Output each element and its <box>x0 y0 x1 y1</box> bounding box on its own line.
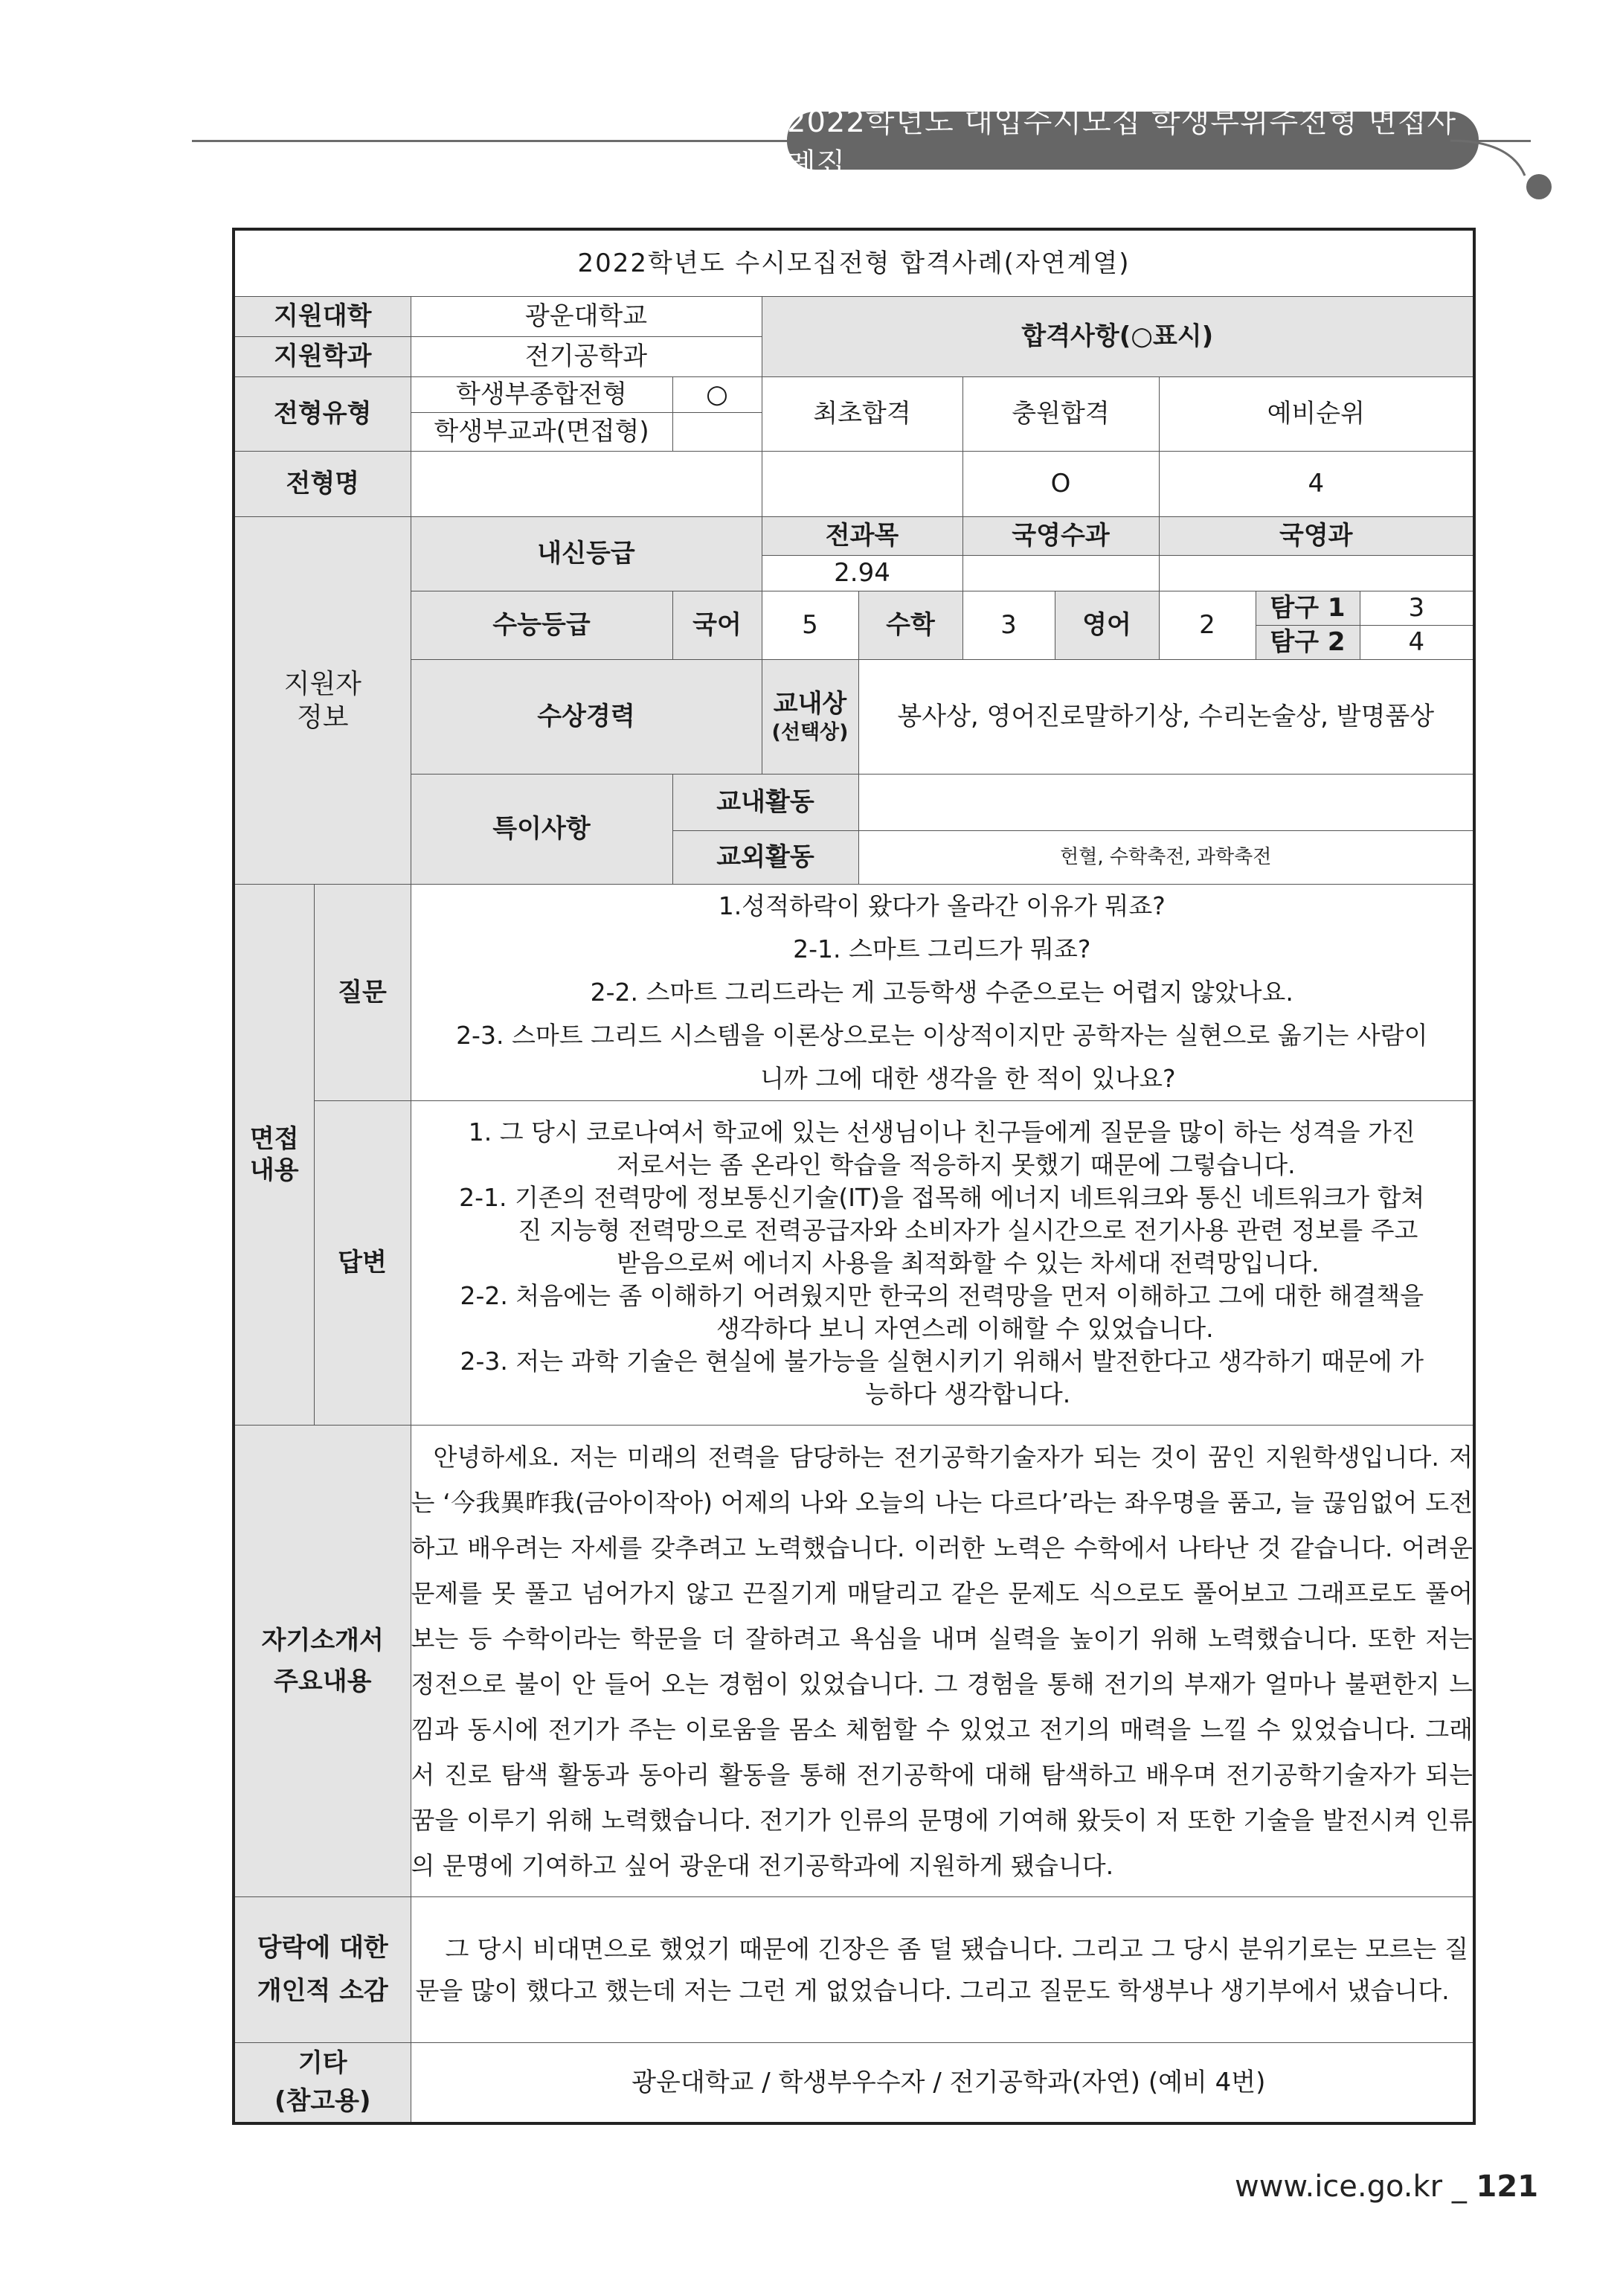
gpa-val-kems <box>962 556 1159 591</box>
applicant-info-label: 지원자 정보 <box>234 517 411 885</box>
result-col-first: 최초합격 <box>762 377 962 452</box>
footer-site: www.ice.go.kr _ <box>1235 2170 1476 2204</box>
gpa-col-kes: 국영과 <box>1159 517 1474 556</box>
answer-line: 2-1. 기존의 전력망에 정보통신기술(IT)을 접목해 에너지 네트워크와 통신 네트워크가 합쳐 <box>459 1182 1425 1212</box>
inquiry2-label: 탐구 2 <box>1256 626 1360 660</box>
answers-cell <box>411 1101 1474 1426</box>
etc-label: 기타 (참고용) <box>234 2043 411 2123</box>
math-label: 수학 <box>858 591 962 660</box>
answer-line: 저로서는 좀 온라인 학습을 적응하지 못했기 때문에 그렇습니다. <box>616 1149 1296 1179</box>
result-val-wait: 4 <box>1159 452 1474 517</box>
question-line: 2-2. 스마트 그리드라는 게 고등학생 수준으로는 어렵지 않았나요. <box>590 978 1293 1007</box>
type1-mark: ○ <box>672 377 762 413</box>
answer-line: 2-2. 처음에는 좀 이해하기 어려웠지만 한국의 전력망을 먼저 이해하고 그에 대한 해결책을 <box>460 1280 1424 1310</box>
etc-text: 광운대학교 / 학생부우수자 / 전기공학과(자연) (예비 4번) <box>411 2043 1474 2123</box>
awards-sub-note: (선택상) <box>771 720 849 744</box>
inquiry1-label: 탐구 1 <box>1256 591 1360 626</box>
gpa-col-kems: 국영수과 <box>962 517 1159 556</box>
page-number: 121 <box>1476 2170 1539 2204</box>
result-val-extra: O <box>962 452 1159 517</box>
korean-grade: 5 <box>762 591 858 660</box>
awards-sub-label <box>762 660 858 775</box>
awards-sub-title: 교내상 <box>773 689 847 719</box>
admission-name <box>411 452 762 517</box>
type1: 학생부종합전형 <box>411 377 672 413</box>
doc-title: 2022학년도 수시모집전형 합격사례(자연계열) <box>234 229 1474 297</box>
gpa-val-kes <box>1159 556 1474 591</box>
question-line: 1.성적하락이 왔다가 올라간 이유가 뭐죠? <box>718 891 1166 920</box>
question-line: 니까 그에 대한 생각을 한 적이 있나요? <box>759 1064 1176 1093</box>
impression-label: 당락에 대한 개인적 소감 <box>234 1897 411 2043</box>
korean-label: 국어 <box>672 591 762 660</box>
type2: 학생부교과(면접형) <box>411 413 672 452</box>
result-col-wait: 예비순위 <box>1159 377 1474 452</box>
intro-text: 안녕하세요. 저는 미래의 전력을 담당하는 전기공학기술자가 되는 것이 꿈인 지원학생입니다. 저는 ‘今我異昨我(금아이작아) 어제의 나와 오늘의 나는 다르다’라는 좌우명을 품고, 늘 끊임없어 도전하고 배우려는 자세를 갖추려고 노력했습니다. 이러한 노력은 수학에서 나타난 것 같습니다. 어려운 문제를 못 풀고 넘어가지 않고 끈질기게 매달리고 같은 문제도 식으로도 풀어보고 그래프로도 풀어보는 등 수학이라는 학문을 더 잘하려고 욕심을 내며 실력을 높이기 위해 노력했습니다. 또한 저는 정전으로 불이 안 들어 오는 경험이 있었습니다. 그 경험을 통해 전기의 부재가 얼마나 불편한지 느낌과 동시에 전기가 주는 이로움을 몸소 체험할 수 있었고 전기의 매력을 느낄 수 있었습니다. 그래서 진로 탐색 활동과 동아리 활동을 통해 전기공학에 대해 탐색하고 배우며 전기공학기술자가 되는 꿈을 이루기 위해 노력했습니다. 전기가 인류의 문명에 기여해 왔듯이 저 또한 기술을 발전시켜 인류의 문명에 기여하고 싶어 광운대 전기공학과에 지원하게 됐습니다. <box>411 1442 1473 1880</box>
in-school-activities <box>858 775 1474 831</box>
answer-line: 생각하다 보니 자연스레 이해할 수 있었습니다. <box>716 1313 1214 1343</box>
special-label: 특이사항 <box>411 775 672 885</box>
math-grade: 3 <box>962 591 1055 660</box>
inquiry1-grade: 3 <box>1360 591 1474 626</box>
interview-label: 면접 내용 <box>234 885 314 1426</box>
applied-dept: 전기공학과 <box>411 337 762 377</box>
answer-line: 1. 그 당시 코로나여서 학교에 있는 선생님이나 친구들에게 질문을 많이 하는 성격을 가진 <box>468 1117 1415 1147</box>
impression-text: 그 당시 비대면으로 했었기 때문에 긴장은 좀 덜 됐습니다. 그리고 그 당시 분위기로는 모르는 질문을 많이 했다고 했는데 저는 그런 게 없었습니다. 그리고 질문도 학생부나 생기부에서 냈습니다. <box>415 1934 1469 2005</box>
admission-case-table <box>232 228 1476 2125</box>
intro-label: 자기소개서 주요내용 <box>234 1426 411 1897</box>
answer-label: 답변 <box>314 1101 411 1426</box>
answer-line: 능하다 생각합니다. <box>865 1379 1071 1408</box>
admission-name-label: 전형명 <box>234 452 411 517</box>
question-label: 질문 <box>314 885 411 1101</box>
header-title: 2022학년도 대입수시모집 학생부위주전형 면접사례집 <box>787 112 1479 170</box>
in-school-label: 교내활동 <box>672 775 858 831</box>
applied-dept-label: 지원학과 <box>234 337 411 377</box>
result-val-first <box>762 452 962 517</box>
impression-cell <box>411 1897 1474 2043</box>
page-footer <box>1235 2170 1538 2204</box>
result-header: 합격사항(○표시) <box>762 297 1474 377</box>
gpa-label: 내신등급 <box>411 517 762 591</box>
type2-mark <box>672 413 762 452</box>
header-dot-icon <box>1526 174 1552 199</box>
answer-line: 받음으로써 에너지 사용을 최적화할 수 있는 차세대 전력망입니다. <box>616 1248 1320 1277</box>
inquiry2-grade: 4 <box>1360 626 1474 660</box>
awards-list: 봉사상, 영어진로말하기상, 수리논술상, 발명품상 <box>858 660 1474 775</box>
english-label: 영어 <box>1055 591 1159 660</box>
out-school-activities: 헌혈, 수학축전, 과학축전 <box>858 831 1474 885</box>
awards-label: 수상경력 <box>411 660 762 775</box>
admission-type-label: 전형유형 <box>234 377 411 452</box>
intro-cell <box>411 1426 1474 1897</box>
english-grade: 2 <box>1159 591 1256 660</box>
answer-line: 2-3. 저는 과학 기술은 현실에 불가능을 실현시키기 위해서 발전한다고 생각하기 때문에 가 <box>460 1346 1424 1376</box>
csat-label: 수능등급 <box>411 591 672 660</box>
applied-univ-label: 지원대학 <box>234 297 411 337</box>
questions-cell <box>411 885 1474 1101</box>
result-col-extra: 충원합격 <box>962 377 1159 452</box>
applied-univ: 광운대학교 <box>411 297 762 337</box>
out-school-label: 교외활동 <box>672 831 858 885</box>
question-line: 2-3. 스마트 그리드 시스템을 이론상으로는 이상적이지만 공학자는 실현으로 옮기는 사람이 <box>456 1021 1428 1050</box>
gpa-val-all: 2.94 <box>762 556 962 591</box>
question-line: 2-1. 스마트 그리드가 뭐죠? <box>793 934 1091 963</box>
answer-line: 진 지능형 전력망으로 전력공급자와 소비자가 실시간으로 전기사용 관련 정보를 주고 <box>518 1215 1418 1245</box>
gpa-col-all: 전과목 <box>762 517 962 556</box>
